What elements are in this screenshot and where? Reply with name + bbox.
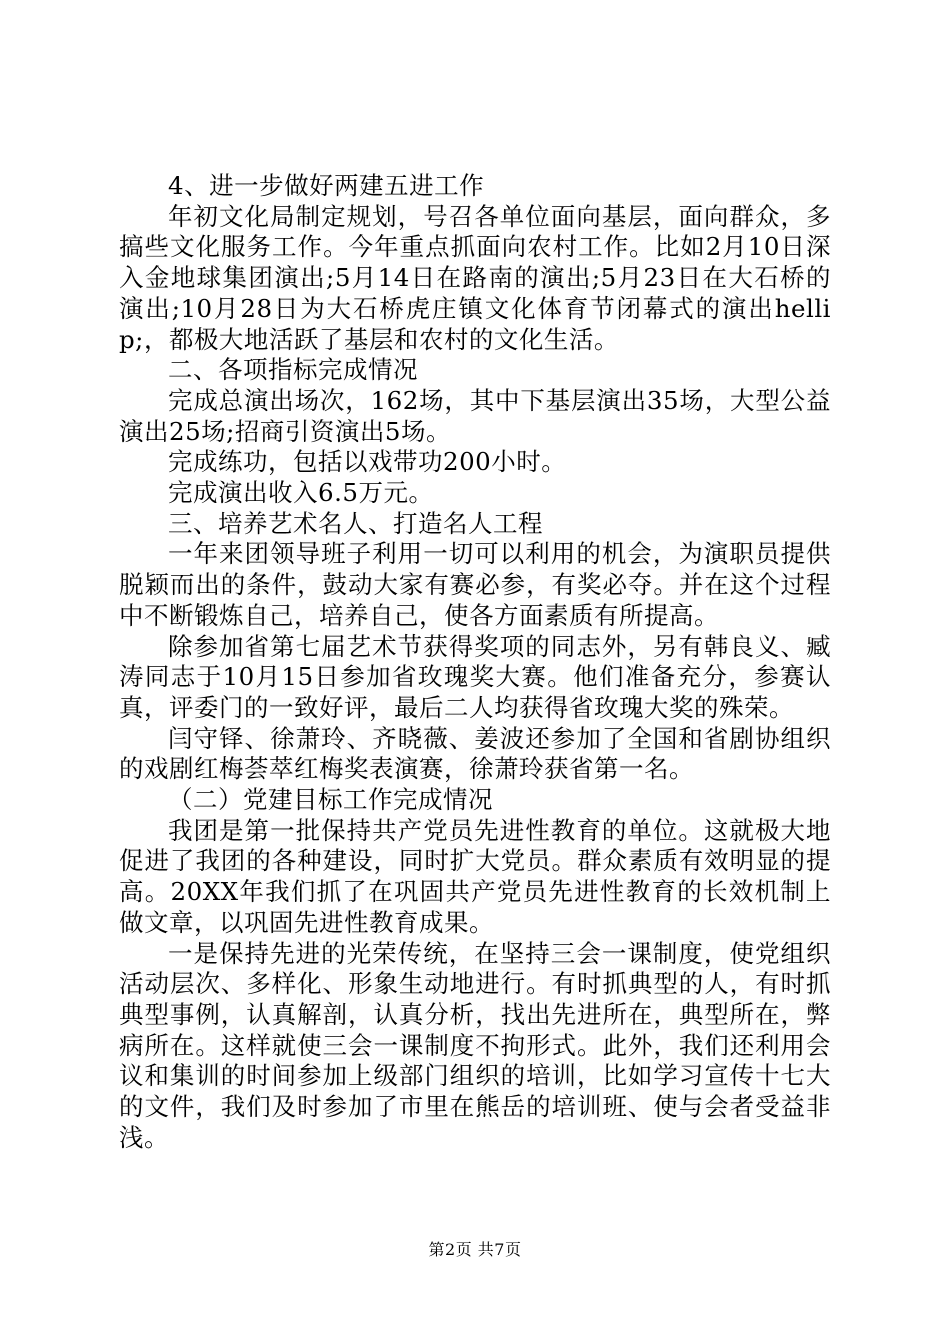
section-heading-party-building: （二）党建目标工作完成情况	[168, 785, 493, 815]
paragraph-advanced-education: 我团是第一批保持共产党员先进性教育的单位。这就极大地促进了我团的各种建设，同时扩大党员。群众素质有效明显的提高。20XX年我们抓了在巩固共产党员先进性教育的长效机制上做文章，以巩固先进性教育成果。	[119, 815, 831, 937]
paragraph-rose-award: 除参加省第七届艺术节获得奖项的同志外，另有韩良义、臧涛同志于10月15日参加省玫瑰奖大赛。他们准备充分，参赛认真，评委门的一致好评，最后二人均获得省玫瑰大奖的殊荣。	[119, 631, 831, 722]
paragraph-leadership-opportunities: 一年来团领导班子利用一切可以利用的机会，为演职员提供脱颖而出的条件，鼓动大家有赛必参，有奖必夺。并在这个过程中不断锻炼自己，培养自己，使各方面素质有所提高。	[119, 539, 831, 630]
page-number-footer: 第2页 共7页	[428, 1240, 522, 1259]
paragraph-income: 完成演出收入6.5万元。	[168, 478, 434, 508]
paragraph-grassroots-performances: 年初文化局制定规划，号召各单位面向基层，面向群众，多搞些文化服务工作。今年重点抓面向农村工作。比如2月10日深入金地球集团演出;5月14日在路南的演出;5月23日在大石桥的演出;10月28日为大石桥虎庄镇文化体育节闭幕式的演出hellip;，都极大地活跃了基层和农村的文化生活。	[119, 201, 831, 354]
document-body	[119, 171, 831, 1154]
paragraph-training-hours: 完成练功，包括以戏带功200小时。	[168, 447, 567, 477]
paragraph-three-meetings: 一是保持先进的光荣传统，在坚持三会一课制度，使党组织活动层次、多样化、形象生动地进行。有时抓典型的人，有时抓典型事例，认真解剖，认真分析，找出先进所在，典型所在，弊病所在。这样就使三会一课制度不拘形式。此外，我们还利用会议和集训的时间参加上级部门组织的培训，比如学习宣传十七大的文件，我们及时参加了市里在熊岳的培训班、使与会者受益非浅。	[119, 938, 831, 1152]
paragraph-plum-blossom-award: 闫守铎、徐萧玲、齐晓薇、姜波还参加了全国和省剧协组织的戏剧红梅荟萃红梅奖表演赛，徐萧玲获省第一名。	[119, 723, 831, 784]
section-heading-indicators: 二、各项指标完成情况	[168, 355, 418, 385]
paragraph-performance-count: 完成总演出场次，162场，其中下基层演出35场，大型公益演出25场;招商引资演出5场。	[119, 385, 831, 446]
section-heading-two-builds: 4、进一步做好两建五进工作	[168, 171, 485, 200]
section-heading-famous-artists: 三、培养艺术名人、打造名人工程	[168, 508, 543, 538]
